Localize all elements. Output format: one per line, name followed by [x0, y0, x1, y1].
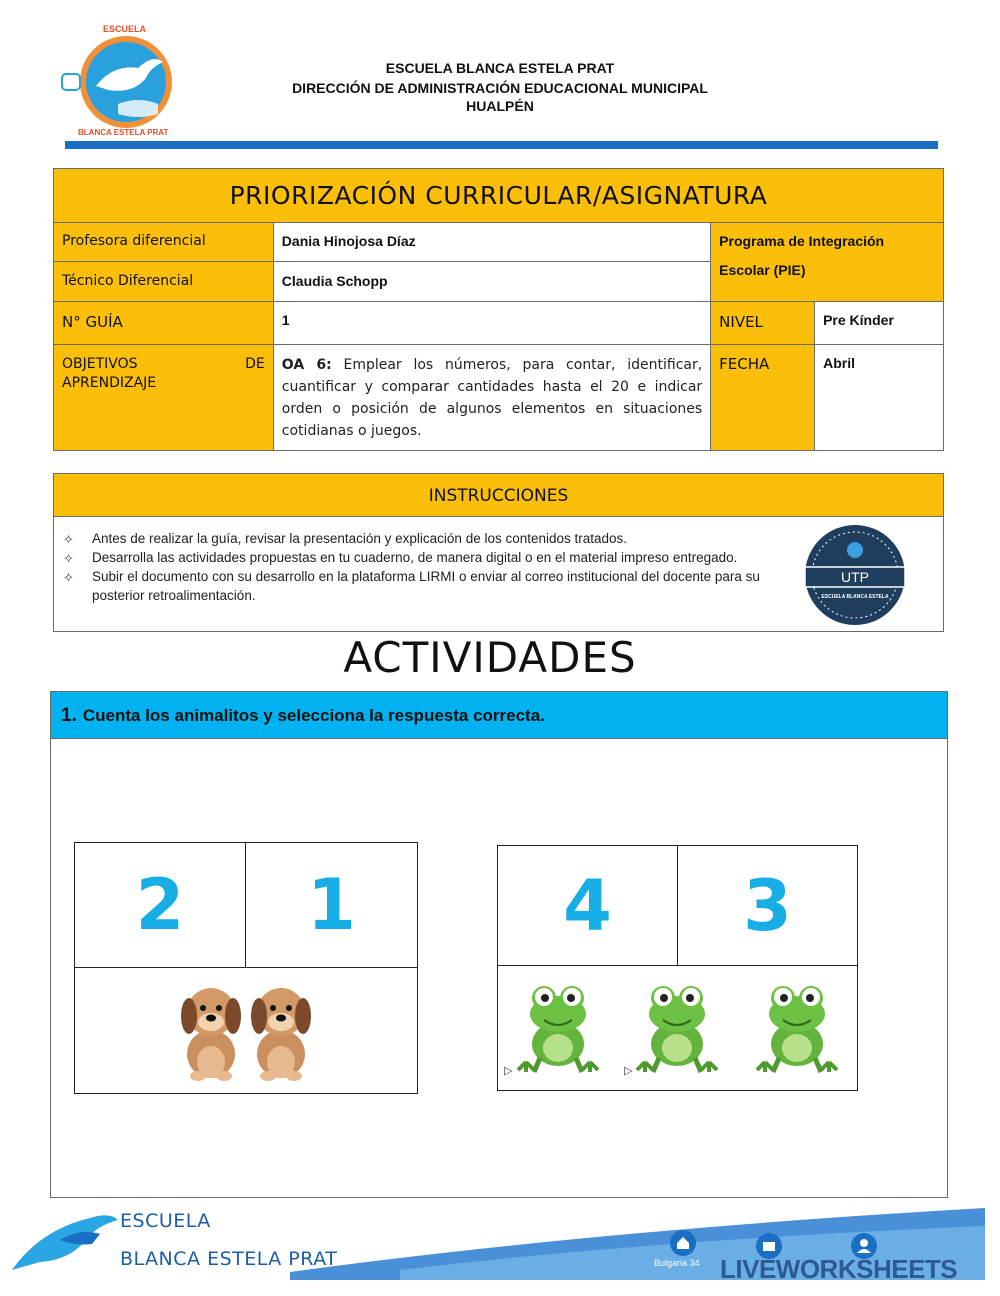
frogs-option-4[interactable]: 4: [498, 846, 678, 966]
utp-badge-subtext: ESCUELA BLANCA ESTELA: [821, 594, 889, 600]
play-icon[interactable]: ▷: [504, 1065, 513, 1077]
objetivos-label-word2: DE: [245, 356, 265, 372]
objetivos-label-word3: APRENDIZAJE: [62, 375, 157, 391]
liveworksheets-watermark: LIVEWORKSHEETS: [720, 1254, 958, 1284]
dogs-image-row: [75, 968, 417, 1093]
nivel-value: Pre Kínder: [815, 302, 944, 345]
nivel-label: NIVEL: [711, 302, 815, 345]
activities-title: ACTIVIDADES: [343, 633, 637, 682]
dog-image: [178, 974, 244, 1087]
logo-text-top: ESCUELA: [103, 24, 147, 34]
instruction-item: [64, 567, 762, 605]
objetivo-description: Emplear los números, para contar, identificar, cuantificar y comparar cantidades hasta el 20 e indicar orden o posición de algunos elementos en situaciones cotidianas o juegos.: [281, 357, 703, 439]
profesora-label: Profesora diferencial: [54, 223, 274, 262]
bullet-icon: ⟡: [64, 531, 73, 546]
frogs-image-row: [498, 966, 857, 1090]
footer-school-line2: BLANCA ESTELA PRAT: [120, 1248, 338, 1270]
instruction-item: [64, 529, 762, 548]
frog-image: [633, 978, 721, 1079]
fecha-value: Abril: [815, 345, 944, 451]
objetivos-label: [54, 345, 274, 451]
guia-value: 1: [273, 302, 710, 345]
city-name: HUALPÉN: [466, 98, 534, 114]
instruction-text: Desarrolla las actividades propuestas en tu cuaderno, de manera digital o en el material impreso entregado.: [92, 550, 738, 565]
utp-badge: [802, 522, 908, 628]
home-icon[interactable]: [670, 1230, 696, 1256]
dog-image: [248, 974, 314, 1087]
utp-badge-text: UTP: [841, 569, 869, 585]
objetivo-code: OA 6:: [281, 357, 332, 373]
guia-label: N° GUÍA: [54, 302, 274, 345]
fecha-label: FECHA: [711, 345, 815, 451]
pie-label: Programa de Integración Escolar (PIE): [711, 223, 944, 302]
header-block: [200, 58, 800, 114]
activity-1-box: [50, 691, 948, 1198]
activity-1-prompt: Cuenta los animalitos y selecciona la respuesta correcta.: [82, 706, 545, 725]
instructions-box: [53, 473, 944, 632]
instruction-text: Antes de realizar la guía, revisar la presentación y explicación de los contenidos tratados.: [92, 531, 628, 546]
objetivos-label-word1: OBJETIVOS: [62, 356, 138, 372]
frogs-question: [497, 845, 858, 1091]
logo-text-bottom: BLANCA ESTELA PRAT: [78, 128, 169, 137]
header-divider: [65, 141, 938, 149]
tecnico-label: Técnico Diferencial: [54, 262, 274, 302]
dogs-option-2[interactable]: 2: [75, 843, 246, 968]
curriculum-table: [53, 168, 944, 451]
department-name: DIRECCIÓN DE ADMINISTRACIÓN EDUCACIONAL MUNICIPAL: [292, 80, 708, 96]
bullet-icon: ⟡: [64, 550, 73, 565]
footer-school-line1: ESCUELA: [120, 1210, 211, 1232]
play-icon[interactable]: ▷: [624, 1065, 633, 1077]
tecnico-value: Claudia Schopp: [273, 262, 710, 302]
frogs-option-3[interactable]: 3: [678, 846, 857, 966]
instruction-item: [64, 548, 762, 567]
frog-image: [753, 978, 841, 1079]
activity-1-header: [51, 692, 947, 739]
school-logo: [58, 24, 183, 144]
footer-band: [0, 1200, 1000, 1291]
school-name: ESCUELA BLANCA ESTELA PRAT: [385, 60, 615, 76]
objetivo-text: [273, 345, 710, 451]
table-title: PRIORIZACIÓN CURRICULAR/ASIGNATURA: [54, 169, 944, 223]
footer-address: Bulgaria 34: [654, 1258, 700, 1268]
dogs-question: [74, 842, 418, 1094]
dogs-option-1[interactable]: 1: [246, 843, 417, 968]
instruction-text: Subir el documento con su desarrollo en la plataforma LIRMI o enviar al correo institucional del docente para su posterior retroalimentación.: [92, 569, 760, 603]
instructions-title: INSTRUCCIONES: [54, 474, 943, 517]
frog-image: [514, 978, 602, 1079]
activity-1-number: 1.: [61, 705, 77, 726]
bullet-icon: ⟡: [64, 569, 73, 584]
profesora-value: Dania Hinojosa Díaz: [273, 223, 710, 262]
